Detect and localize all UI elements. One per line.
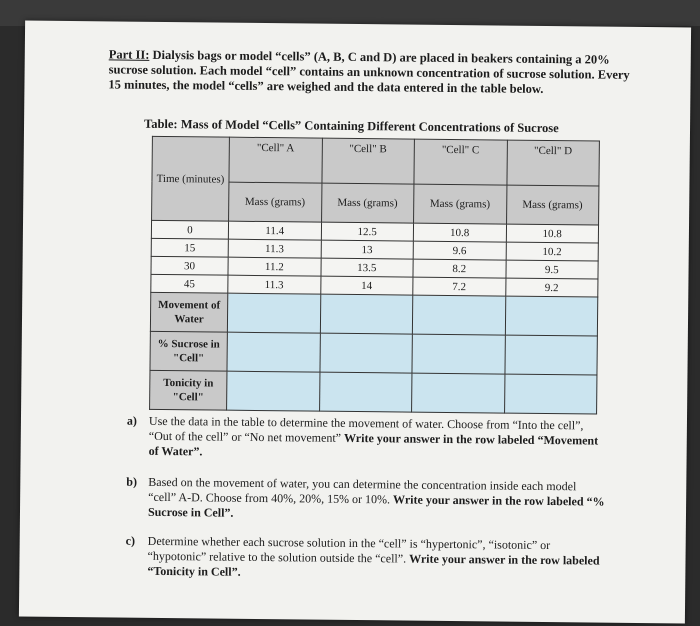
mass-value: 11.3	[228, 239, 321, 258]
cell-c-header: "Cell" C	[414, 139, 507, 185]
time-value: 45	[151, 274, 228, 293]
mass-value: 10.8	[413, 223, 506, 242]
answer-cell[interactable]	[504, 374, 597, 414]
answer-cell[interactable]	[227, 371, 320, 411]
time-value: 15	[151, 238, 228, 257]
mass-header-b: Mass (grams)	[321, 183, 414, 223]
mass-value: 13	[321, 240, 414, 259]
answer-cell[interactable]	[319, 333, 412, 373]
question-instruction: Write your answer in the row labeled “Movement of Water”.	[148, 430, 599, 459]
tonicity-row	[150, 370, 597, 414]
answer-cell[interactable]	[227, 332, 320, 372]
intro-paragraph	[108, 47, 638, 98]
question-c	[125, 534, 605, 584]
sucrose-row	[150, 331, 597, 375]
mass-value: 12.5	[321, 222, 414, 241]
intro-text-2: of sucrose solution. Every 15 minutes, the model “cells” are weighed and the data entered in the table below.	[108, 66, 630, 96]
answer-cell[interactable]	[412, 334, 505, 374]
mass-value: 7.2	[413, 277, 506, 296]
time-value: 30	[151, 256, 228, 275]
answer-cell[interactable]	[227, 293, 320, 333]
question-instruction: Write your answer in the row labeled “% Sucrose in Cell”.	[147, 492, 605, 520]
mass-value: 14	[320, 276, 413, 295]
question-letter: c)	[125, 533, 136, 548]
intro-emphasis: unknown concentration	[363, 65, 491, 81]
question-a	[127, 414, 607, 464]
movement-row	[150, 292, 597, 336]
answer-cell[interactable]	[320, 294, 413, 334]
mass-value: 9.2	[505, 278, 598, 297]
sucrose-label: % Sucrose in "Cell"	[150, 331, 227, 371]
movement-label: Movement of Water	[150, 292, 227, 332]
mass-header-c: Mass (grams)	[414, 184, 507, 224]
cell-a-header: "Cell" A	[229, 137, 322, 183]
mass-header-d: Mass (grams)	[506, 185, 599, 225]
mass-value: 11.4	[228, 221, 321, 240]
cell-b-header: "Cell" B	[321, 138, 414, 184]
mass-value: 10.2	[506, 242, 599, 261]
question-letter: a)	[126, 413, 138, 428]
time-header: Time (minutes)	[152, 136, 230, 221]
question-letter: b)	[126, 474, 138, 489]
mass-value: 8.2	[413, 259, 506, 278]
answer-cell[interactable]	[412, 295, 505, 335]
answer-cell[interactable]	[412, 373, 505, 413]
cell-d-header: "Cell" D	[506, 140, 599, 186]
question-instruction: Write your answer in the row labeled “Tonicity in Cell”.	[147, 551, 600, 579]
question-text: Based on the movement of water, you can determine the concentration inside each model “cell” A-D. Choose from 40%, 20%, 15% or 10%.	[148, 474, 577, 507]
mass-value: 9.5	[505, 260, 598, 279]
table-title: Table: Mass of Model “Cells” Containing Different Concentrations of Sucrose	[143, 116, 559, 136]
time-value: 0	[151, 220, 228, 239]
question-text: Use the data in the table to determine the movement of water. Choose from “Into the cell”, “Out of the cell” or “No net movement”	[148, 413, 584, 445]
mass-value: 10.8	[506, 224, 599, 243]
worksheet-page	[19, 21, 691, 624]
mass-table	[149, 136, 600, 415]
mass-value: 11.2	[228, 257, 321, 276]
question-b	[126, 475, 606, 525]
answer-cell[interactable]	[319, 372, 412, 412]
mass-value: 9.6	[413, 241, 506, 260]
part-label: Part II:	[108, 47, 150, 62]
question-text: Determine whether each sucrose solution in the “cell” is “hypertonic”, “isotonic” or “hypotonic” relative to the solution outside the “cell”.	[147, 533, 551, 566]
mass-value: 11.3	[228, 275, 321, 294]
intro-text-1: Dialysis bags or model “cells” (A, B, C and D) are placed in beakers containing a 20% sucrose solution. Each model “cell” contains an	[108, 47, 610, 80]
mass-header-a: Mass (grams)	[229, 182, 322, 222]
answer-cell[interactable]	[505, 296, 598, 336]
tonicity-label: Tonicity in "Cell"	[150, 370, 227, 410]
answer-cell[interactable]	[504, 335, 597, 375]
mass-value: 13.5	[320, 258, 413, 277]
